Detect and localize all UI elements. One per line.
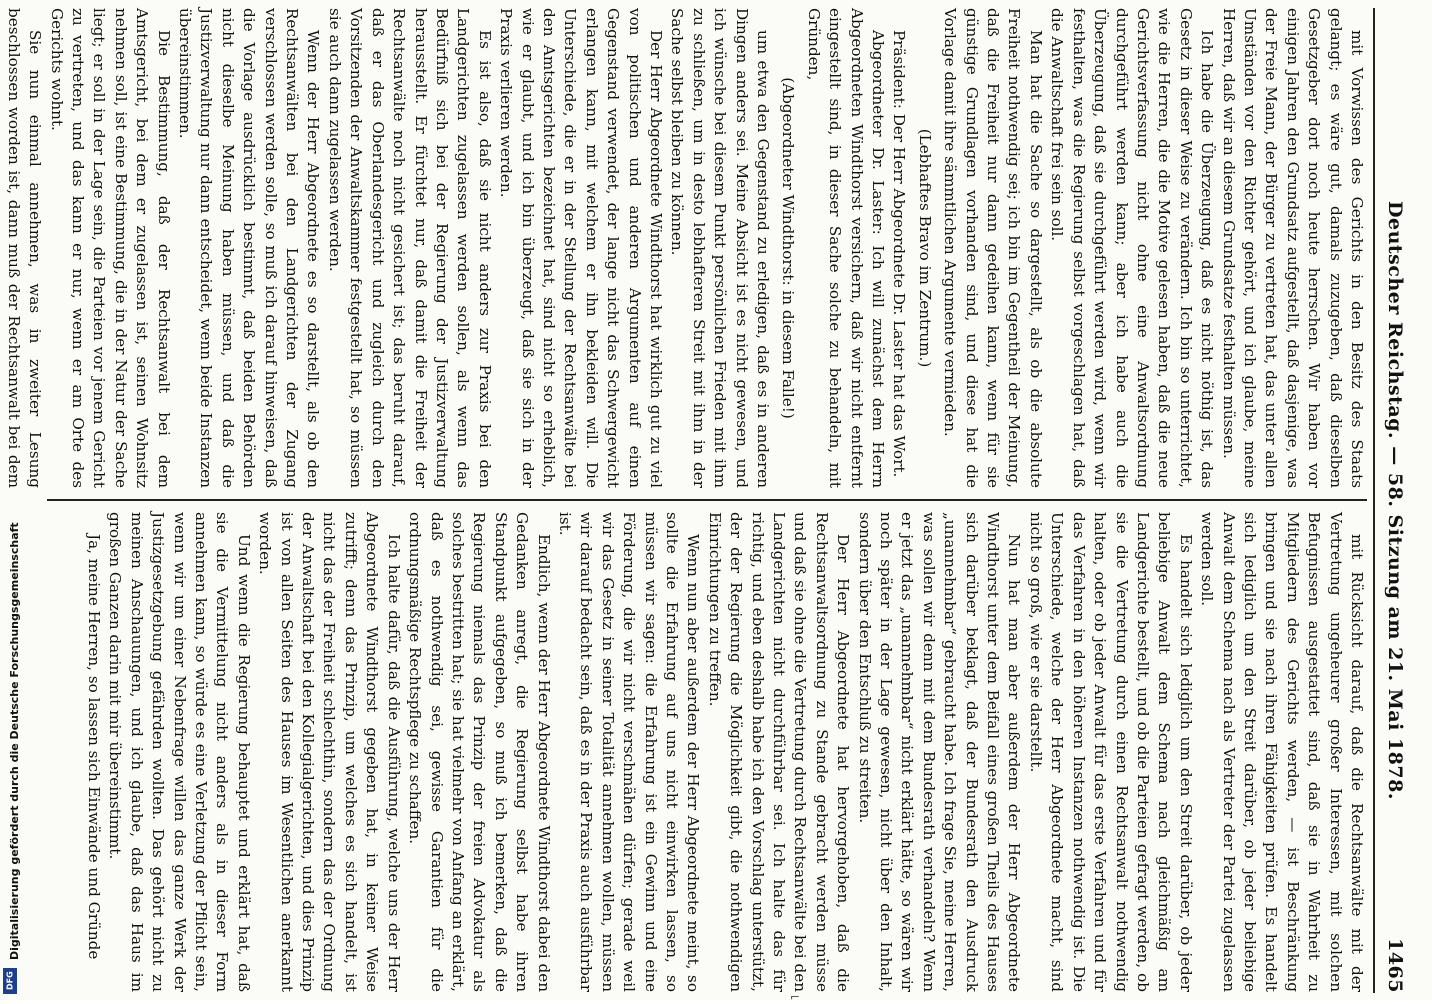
paragraph: Wenn der Herr Abgeordnete es so darstellt, als ob den Rechtsanwälten bei den Landgerichten der Zugang verschlossen werden solle, so muß ich darauf hinweisen, daß die Vorlage ausdrücklich bestimmt, daß beiden Behörden nicht dieselbe Meinung haben müssen, und daß die Justizverwaltung nur dann entscheidet, wenn beide Instanzen übereinstimmen. — [176, 8, 323, 488]
paragraph: Ich habe die Überzeugung, daß es nicht nöthig ist, das Gesetz in dieser Weise zu verändern. Ich bin so unterrichtet, wie die Herren, die die Motive gelesen haben, daß die neue Gerichtsverfassung nicht ohne eine Anwaltsordnung durchgeführt werden kann; aber ich habe auch die Überzeugung, daß sie durchgeführt werden wird, wenn wir festhalten, was die Regierung selbst vorgeschlagen hat, daß die Anwaltschaft frei sein soll. — [1048, 8, 1217, 488]
paragraph: Ich halte dafür, daß die Ausführung, welche uns der Herr Abgeordnete Windthorst gegeben hat, in keiner Weise zutrifft; denn das Prinzip, um welches es sich handelt, ist nicht das der Freiheit schlechthin, sondern das der Ordnung der Anwaltschaft bei den Kollegialgerichten, und dies Prinzip ist von allen Seiten des Hauses im Wesentlichen anerkannt worden. — [256, 512, 403, 992]
scan-mark: ⌐ — [790, 990, 801, 1004]
paragraph: Nun hat man aber außerdem der Herr Abgeordnete Windthorst unter dem Beifall eines großen Theils des Hauses sich darüber beklagt, daß der Bundesrath den Ausdruck „unannehmbar“ gebraucht habe. Ich frage Sie, meine Herren, was sollen wir denn mit dem Bundesrath verhandeln? Wenn er jetzt das „unannehmbar“ nicht erklärt hätte, so wären wir noch später in der Lage gewesen, nicht über den Inhalt, sondern über den Entschluß zu streiten. — [855, 512, 1024, 992]
paragraph: Der Herr Abgeordnete hat hervorgehoben, daß die Rechtsanwaltsordnung zu Stande gebracht werden müsse und daß sie ohne die Vertretung durch Rechtsanwälte bei den Landgerichten nicht durchführbar sei. Ich halte das für richtig, und eben deshalb habe ich den Vorschlag unterstützt, der der Regierung die Möglichkeit gibt, die nothwendigen Einrichtungen zu treffen. — [705, 512, 853, 992]
paragraph: Ja, meine Herren, so lassen sich Einwände und Gründe — [85, 534, 104, 960]
paragraph: (Lebhaftes Bravo im Zentrum.) — [915, 128, 934, 368]
paragraph: Und wenn die Regierung behauptet und erklärt hat, daß sie die Vermittelung nicht anders als in dieser Form annehmen kann, so würde es eine Verletzung der Pflicht sein, wenn wir um einer Nebenfrage willen das ganze Werk der Justizgesetzgebung gefährden wollten. Das gehört nicht zu meinen Anschauungen, und ich glaube, daß das Haus im großen Ganzen darin mit mir übereinstimmt. — [106, 512, 253, 992]
page-header — [1373, 8, 1415, 993]
dfg-logo: DFG — [3, 968, 17, 994]
running-title: Deutscher Reichstag. — 58. Sitzung am 21. Mai 1878. — [1384, 201, 1406, 800]
paragraph: Abgeordneter Dr. Laster: Ich will zunächst dem Herrn Abgeordneten Windthorst versichern, daß wir nicht entfernt eingestellt sind, in dieser Sache solche zu behandeln, mit Gründen, — [804, 8, 888, 488]
paragraph: (Abgeordneter Windthorst: in diesem Falle!) — [779, 77, 798, 419]
paragraph: Man hat die Sache so dargestellt, als ob die absolute Freiheit nothwendig sei; ich bin im Gegentheil der Meinung, daß die Freiheit nur dann gedeihen kann, wenn für sie günstige Grundlagen vorhanden sind, und diese hat die Vorlage damit ihre sämmtlichen Argumente vermieden. — [941, 8, 1045, 488]
paragraph: Sie nun einmal annehmen, was in zweiter Lesung beschlossen worden ist, dann muß der Rechtsanwalt bei dem — [4, 8, 45, 488]
left-column — [4, 8, 1367, 488]
paragraph: um etwa den Gegenstand zu erledigen, daß es in anderen Dingen anders sei. Meine Absicht ist es nicht gewesen, und ich wünsche bei diesem Punkt persönlichen Frieden mit ihm zu schließen, um in desto lebhafteren Streit mit ihm in der Sache selbst bleiben zu können. — [668, 8, 773, 488]
paragraph: Endlich, wenn der Herr Abgeordnete Windthorst dabei den Gedanken anregt, die Regierung selbst habe ihren Standpunkt aufgegeben, so muß ich bemerken, daß die Regierung niemals das Prinzip der freien Advokatur als solches bestritten hat; sie hat vielmehr von Anfang an erklärt, daß es nothwendig sei, gewisse Garantien für die ordnungsmäßige Rechtspflege zu schaffen. — [406, 512, 553, 992]
paragraph: Die Bestimmung, daß der Rechtsanwalt bei dem Amtsgericht, bei dem er zugelassen ist, seinen Wohnsitz nehmen soll, ist eine Bestimmung, die in der Natur der Sache liegt; er soll in der Lage sein, die Parteien vor jenem Gericht zu vertreten, und das kann er nur, wenn er am Orte des Gerichts wohnt. — [47, 8, 173, 488]
paragraph: Wenn nun aber außerdem der Herr Abgeordnete meint, so sollte die Erfahrung auf uns nicht einwirken lassen, so müssen wir sagen: die Erfahrung ist ein Gewinn und eine Förderung, die wir nicht verschmähen dürfen; gerade weil wir das Gesetz in seiner Totalität annehmen wollen, müssen wir darauf bedacht sein, daß es in der Praxis auch ausführbar ist. — [555, 512, 703, 992]
column-divider — [47, 499, 1367, 501]
paragraph: mit Vorwissen des Gerichts in den Besitz des Staats gelangt; es wäre gut, damals zuzugeben, daß dieselben Gesetzgeber dort noch heute herrschen. Wir haben vor einigen Jahren den Grundsatz aufgestellt, daß dasjenige, was der Freie Mann, der Bürger zu vertreten hat, das unter allen Umständen vor den Richter gehört, und ich glaube, meine Herren, daß wir an diesem Grundsatze festhalten müssen. — [1219, 8, 1366, 488]
right-column — [47, 512, 1367, 992]
paragraph: Es handelt sich lediglich um den Streit darüber, ob jeder beliebige Anwalt dem Schema nach gleichmäßig am Landgerichte bestellt, und ob die Parteien gefragt werden, ob sie die Vertretung durch einen Rechtsanwalt nothwendig halten, oder ob jeder Anwalt für das erste Verfahren und für das Verfahren in den höheren Instanzen nothwendig ist. Die Unterschiede, welche der Herr Abgeordnete macht, sind nicht so groß, wie er sie darstellt. — [1026, 512, 1195, 992]
paragraph: Der Herr Abgeordnete Windthorst hat wirklich gut zu viel von politischen und anderen Argumenten auf einen Gegenstand verwendet, der lange nicht das Schwergewicht erlangen kann, mit welchem er ihn bekleiden will. Die Unterschiede, die er in der Stellung der Rechtsanwälte bei den Amtsgerichten bezeichnet hat, sind nicht so erheblich, wie er glaubt, und ich bin überzeugt, daß sie sich in der Praxis verlieren werden. — [497, 8, 665, 488]
paragraph: Es ist also, daß sie nicht anders zur Praxis bei den Landgerichten zugelassen werden sollen, als wenn das Bedürfniß sich bei der Regierung der Justizverwaltung herausstellt. Er fürchtet nur, daß damit die Freiheit der Rechtsanwälte noch nicht gesichert ist; das beruht darauf, daß er das Oberlandesgericht und zugleich durch den Vorsitzenden der Anwaltskammer festgestellt hat, so müssen sie auch dann zugelassen werden. — [325, 8, 494, 488]
page-number: 1465 — [1384, 938, 1406, 993]
digitization-credit-text: Digitalisierung gefördert durch die Deutsche Forschungsgemeinschaft — [8, 522, 21, 960]
paragraph: mit Rücksicht darauf, daß die Rechtsanwälte mit der Vertretung ungeheurer großer Interessen, mit solchen Befugnissen ausgestattet sind, daß sie in Wahrheit zu Mitgliedern des Gerichts werden, — ist Beschränkung bringen und sie nach ihren Fähigkeiten prüfen. Es handelt sich lediglich um den Streit darüber, ob jeder beliebige Anwalt dem Schema nach als Vertreter der Partei zugelassen werden soll. — [1198, 512, 1366, 992]
paragraph: Präsident: Der Herr Abgeordnete Dr. Laster hat das Wort. — [890, 30, 909, 478]
